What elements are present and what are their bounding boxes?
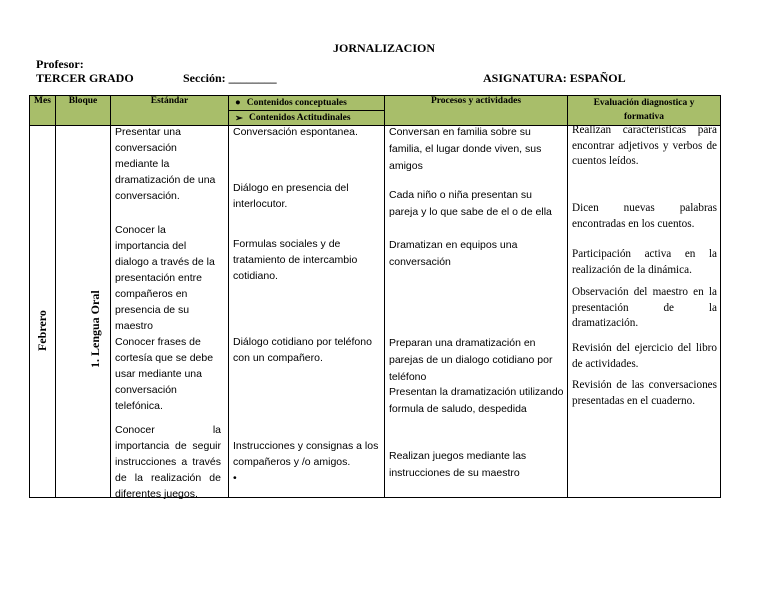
profesor-label: Profesor: xyxy=(36,57,84,71)
header-evaluacion: Evaluación diagnostica y formativa xyxy=(568,96,721,126)
seccion-label: Sección: ________ xyxy=(183,71,277,85)
header-mes: Mes xyxy=(30,96,56,126)
content-item: Conversación espontanea. xyxy=(233,126,358,138)
mes-cell xyxy=(30,126,56,498)
evaluation-item: Observación del maestro en la presentación de la dramatización. xyxy=(572,286,717,329)
standard-item: Conocer frases de cortesía que se debe usar mediante una conversación telefónica. xyxy=(115,336,214,412)
bullet-dot-icon: ● xyxy=(235,98,241,108)
header-procesos: Procesos y actividades xyxy=(385,96,568,126)
evaluation-item: Realizan características para encontrar adjetivos y verbos de cuentos leídos. xyxy=(572,124,717,167)
evaluation-item: Participación activa en la realización de la dinámica. xyxy=(572,248,717,276)
arrow-bullet-icon: ➢ xyxy=(235,113,243,124)
process-item: Conversan en familia sobre su familia, el lugar donde viven, sus amigos xyxy=(389,126,542,172)
standard-item: Conocer la importancia del dialogo a través de la presentación entre compañeros en presencia de su maestro xyxy=(115,224,215,332)
planning-table xyxy=(29,95,721,498)
process-item: Realizan juegos mediante las instrucciones de su maestro xyxy=(389,450,527,479)
process-item: Cada niño o niña presentan su pareja y lo que sabe de el o de ella xyxy=(389,189,552,218)
contenidos-cell xyxy=(229,126,385,498)
document-title: JORNALIZACION xyxy=(332,41,435,55)
asignatura-label: ASIGNATURA: ESPAÑOL xyxy=(483,71,626,85)
evaluation-item: Dicen nuevas palabras encontradas en los cuentos. xyxy=(572,202,717,230)
estandar-cell xyxy=(111,126,229,498)
content-item: Formulas sociales y de tratamiento de intercambio cotidiano. xyxy=(233,238,358,282)
evaluation-item: Revisión del ejercicio del libro de actividades. xyxy=(572,342,717,370)
header-contenidos-actitudinales: ➢ Contenidos Actitudinales xyxy=(229,111,385,126)
content-item: Diálogo cotidiano por teléfono con un compañero. xyxy=(233,336,372,364)
header-estandar: Estándar xyxy=(111,96,229,126)
evaluacion-cell xyxy=(568,126,721,498)
header-contenidos-conceptuales: ● Contenidos conceptuales xyxy=(229,96,385,111)
standard-item: Conocer la importancia de seguir instrucciones a través de la realización de diferentes juegos. xyxy=(115,424,221,500)
empty-bullet-icon: • xyxy=(233,472,237,484)
bloque-cell xyxy=(56,126,111,498)
standard-item: Presentar una conversación mediante la dramatización de una conversación. xyxy=(115,126,216,202)
process-item: Dramatizan en equipos una conversación xyxy=(389,239,518,268)
month-label: Febrero xyxy=(35,310,49,351)
evaluation-item: Revisión de las conversaciones presentadas en el cuaderno. xyxy=(572,379,717,407)
header-bloque: Bloque xyxy=(56,96,111,126)
block-label: 1. Lengua Oral xyxy=(88,290,102,368)
grade-label: TERCER GRADO xyxy=(36,71,134,85)
procesos-cell xyxy=(385,126,568,498)
process-item: Preparan una dramatización en parejas de un dialogo cotidiano por teléfono xyxy=(389,337,553,383)
content-item: Diálogo en presencia del interlocutor. xyxy=(233,182,349,210)
process-item: Presentan la dramatización utilizando formula de saludo, despedida xyxy=(389,386,564,415)
content-item: Instrucciones y consignas a los compañeros y /o amigos. xyxy=(233,440,379,468)
